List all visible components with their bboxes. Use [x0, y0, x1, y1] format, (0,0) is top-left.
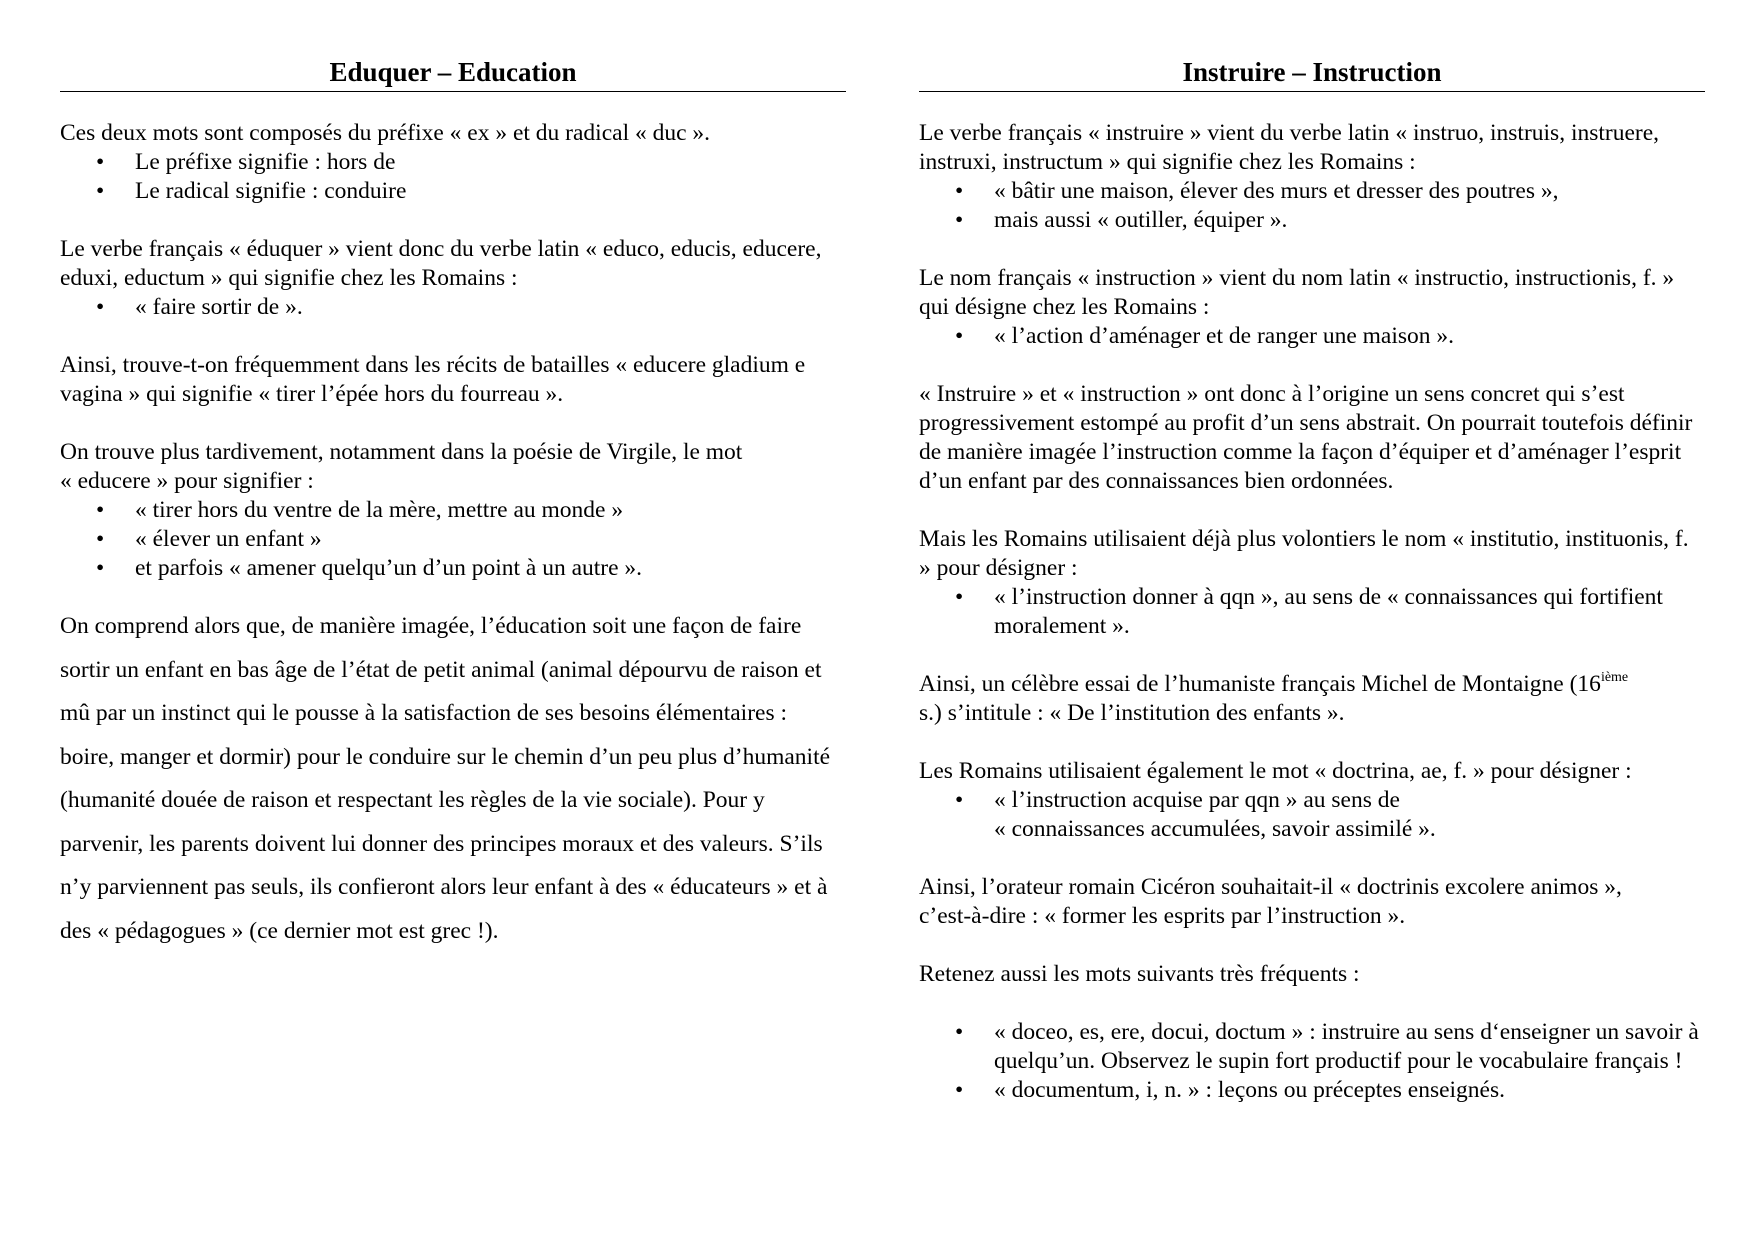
paragraph: On trouve plus tardivement, notamment dans la poésie de Virgile, le mot	[60, 439, 743, 466]
bullet-list	[919, 583, 1705, 641]
left-column	[60, 56, 846, 953]
paragraph: « Instruire » et « instruction » ont donc à l’origine un sens concret qui s’est progressivement estompé au profit d’un sens abstrait. On pourrait toutefois définir de manière imagée l’instruction comme la façon d’équiper et d’aménager l’esprit d’un enfant par des connaissances bien ordonnées.	[919, 381, 1693, 495]
paragraph: c’est-à-dire : « former les esprits par l’instruction ».	[919, 903, 1406, 930]
left-body	[60, 92, 846, 953]
list-item	[919, 786, 1705, 844]
paragraph: Ces deux mots sont composés du préfixe « ex » et du radical « duc ».	[60, 120, 711, 147]
paragraph: Ainsi, l’orateur romain Cicéron souhaitait-il « doctrinis excolere animos »,	[919, 874, 1622, 901]
paragraph: Les Romains utilisaient également le mot « doctrina, ae, f. » pour désigner :	[919, 758, 1632, 785]
superscript: ième	[1600, 670, 1629, 686]
list-item: • « l’instruction donner à qqn », au sens de « connaissances qui fortifient moralement ».	[919, 583, 1705, 641]
right-heading: Instruire – Instruction	[919, 56, 1705, 92]
bullet-list	[919, 786, 1705, 844]
list-item: • et parfois « amener quelqu’un d’un point à un autre ».	[60, 554, 846, 583]
list-item: • « l’action d’aménager et de ranger une maison ».	[919, 322, 1705, 351]
list-item: • « tirer hors du ventre de la mère, mettre au monde »	[60, 496, 846, 525]
paragraph: Ainsi, trouve-t-on fréquemment dans les récits de batailles « educere gladium e vagina » qui signifie « tirer l’épée hors du fourreau ».	[60, 352, 806, 408]
list-item: • Le radical signifie : conduire	[60, 177, 846, 206]
paragraph: Mais les Romains utilisaient déjà plus volontiers le nom « institutio, instituonis, f. » pour désigner :	[919, 526, 1689, 582]
right-column	[919, 56, 1705, 1105]
paragraph	[919, 670, 1705, 728]
list-item: • « doceo, es, ere, docui, doctum » : instruire au sens d‘enseigner un savoir à quelqu’un. Observez le supin fort productif pour le vocabulaire français !	[919, 1018, 1705, 1076]
paragraph: Le nom français « instruction » vient du nom latin « instructio, instructionis, f. » qui désigne chez les Romains :	[919, 265, 1675, 321]
bullet-list	[60, 293, 846, 322]
paragraph: Le verbe français « éduquer » vient donc du verbe latin « educo, educis, educere, eduxi, eductum » qui signifie chez les Romains :	[60, 236, 822, 292]
text-run: « connaissances accumulées, savoir assimilé ».	[994, 816, 1436, 843]
list-item: • « faire sortir de ».	[60, 293, 846, 322]
text-run: Ainsi, un célèbre essai de l’humaniste français Michel de Montaigne (16	[919, 671, 1601, 698]
bullet-list	[919, 1018, 1705, 1105]
text-run: « l’instruction acquise par qqn » au sens de	[994, 787, 1400, 814]
list-item: • « bâtir une maison, élever des murs et dresser des poutres »,	[919, 177, 1705, 206]
bullet-list	[919, 177, 1705, 235]
paragraph: Retenez aussi les mots suivants très fréquents :	[919, 961, 1360, 988]
list-item: • « documentum, i, n. » : leçons ou préceptes enseignés.	[919, 1076, 1705, 1105]
paragraph: « educere » pour signifier :	[60, 468, 314, 495]
text-run: s.) s’intitule : « De l’institution des enfants ».	[919, 700, 1345, 727]
bullet-list	[60, 148, 846, 206]
left-heading: Eduquer – Education	[60, 56, 846, 92]
paragraph: Le verbe français « instruire » vient du verbe latin « instruo, instruis, instruere, instruxi, instructum » qui signifie chez les Romains :	[919, 120, 1660, 176]
paragraph: On comprend alors que, de manière imagée, l’éducation soit une façon de faire sortir un enfant en bas âge de l’état de petit animal (animal dépourvu de raison et mû par un instinct qui le pousse à la satisfaction de ses besoins élémentaires : boire, manger et dormir) pour le conduire sur le chemin d’un peu plus d’humanité (humanité douée de raison et respectant les règles de la vie sociale). Pour y parvenir, les parents doivent lui donner des principes moraux et des valeurs. S’ils n’y parviennent pas seuls, ils confieront alors leur enfant à des « éducateurs » et à des « pédagogues » (ce dernier mot est grec !).	[60, 613, 831, 944]
bullet-list	[919, 322, 1705, 351]
list-item: • « élever un enfant »	[60, 525, 846, 554]
right-body	[919, 92, 1705, 1105]
list-item: • Le préfixe signifie : hors de	[60, 148, 846, 177]
bullet-list	[60, 496, 846, 583]
list-item: • mais aussi « outiller, équiper ».	[919, 206, 1705, 235]
